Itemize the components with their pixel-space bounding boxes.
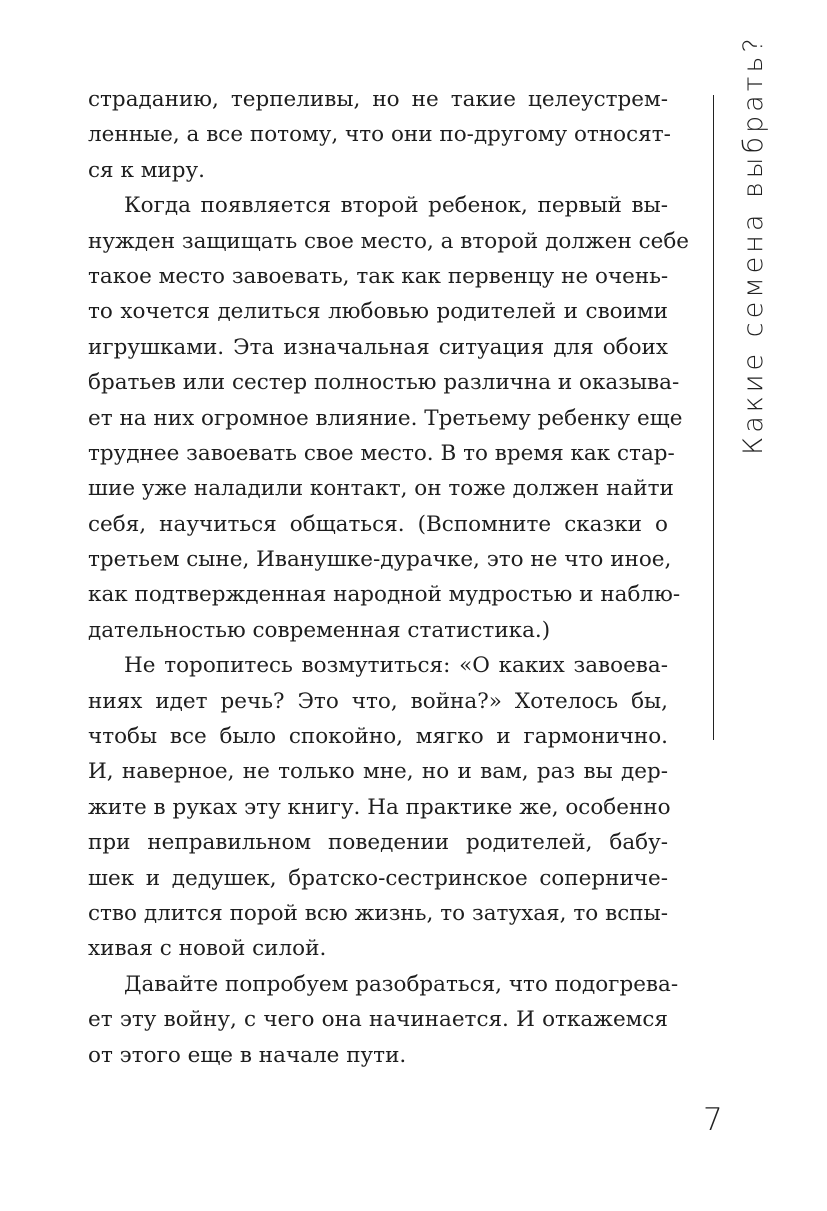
text-line: ленные, а все потому, что они по-другому относят- <box>88 122 671 148</box>
text-line: от этого еще в начале пути. <box>88 1042 407 1068</box>
text-line: ниях идет речь? Это что, война?» Хотелось бы, <box>88 688 668 714</box>
body-text <box>88 82 690 1073</box>
text-line: И, наверное, не только мне, но и вам, раз вы дер- <box>88 759 668 785</box>
text-line: Давайте попробуем разобраться, что подогрева- <box>124 971 679 997</box>
page-number: 7 <box>703 1102 723 1138</box>
text-line: Когда появляется второй ребенок, первый вы- <box>124 193 668 219</box>
text-line: при неправильном поведении родителей, бабу- <box>88 830 668 856</box>
text-line: нужден защищать свое место, а второй должен себе <box>88 228 690 254</box>
text-line: братьев или сестер полностью различна и оказыва- <box>88 370 680 396</box>
running-head-title: Какие семена выбрать? <box>738 34 769 455</box>
text-line: как подтвержденная народной мудростью и наблю- <box>88 582 681 608</box>
text-line: хивая с новой силой. <box>88 936 327 962</box>
text-line: то хочется делиться любовью родителей и своими <box>88 299 668 325</box>
text-line: третьем сыне, Иванушке-дурачке, это не что иное, <box>88 547 672 573</box>
text-line: такое место завоевать, так как первенцу не очень- <box>88 263 669 289</box>
running-head-rule <box>713 95 714 740</box>
text-line: ство длится порой всю жизнь, то затухая, то вспы- <box>88 900 668 926</box>
text-line: игрушками. Эта изначальная ситуация для обоих <box>88 334 668 360</box>
text-line: ет эту войну, с чего она начинается. И откажемся <box>88 1007 668 1033</box>
text-line: шек и дедушек, братско-сестринское соперниче- <box>88 865 668 891</box>
text-line: себя, научиться общаться. (Вспомните сказки о <box>88 511 668 537</box>
text-line: жите в руках эту книгу. На практике же, особенно <box>88 794 671 820</box>
text-line: ся к миру. <box>88 157 206 183</box>
text-line: Не торопитесь возмутиться: «О каких завоева- <box>124 653 668 679</box>
text-line: чтобы все было спокойно, мягко и гармонично. <box>88 724 668 750</box>
text-line: труднее завоевать свое место. В то время как стар- <box>88 440 675 466</box>
text-line: ет на них огромное влияние. Третьему ребенку еще <box>88 405 683 431</box>
text-line: шие уже наладили контакт, он тоже должен найти <box>88 476 674 502</box>
text-line: страданию, терпеливы, но не такие целеустрем- <box>88 87 668 112</box>
text-line: дательностью современная статистика.) <box>88 617 551 643</box>
